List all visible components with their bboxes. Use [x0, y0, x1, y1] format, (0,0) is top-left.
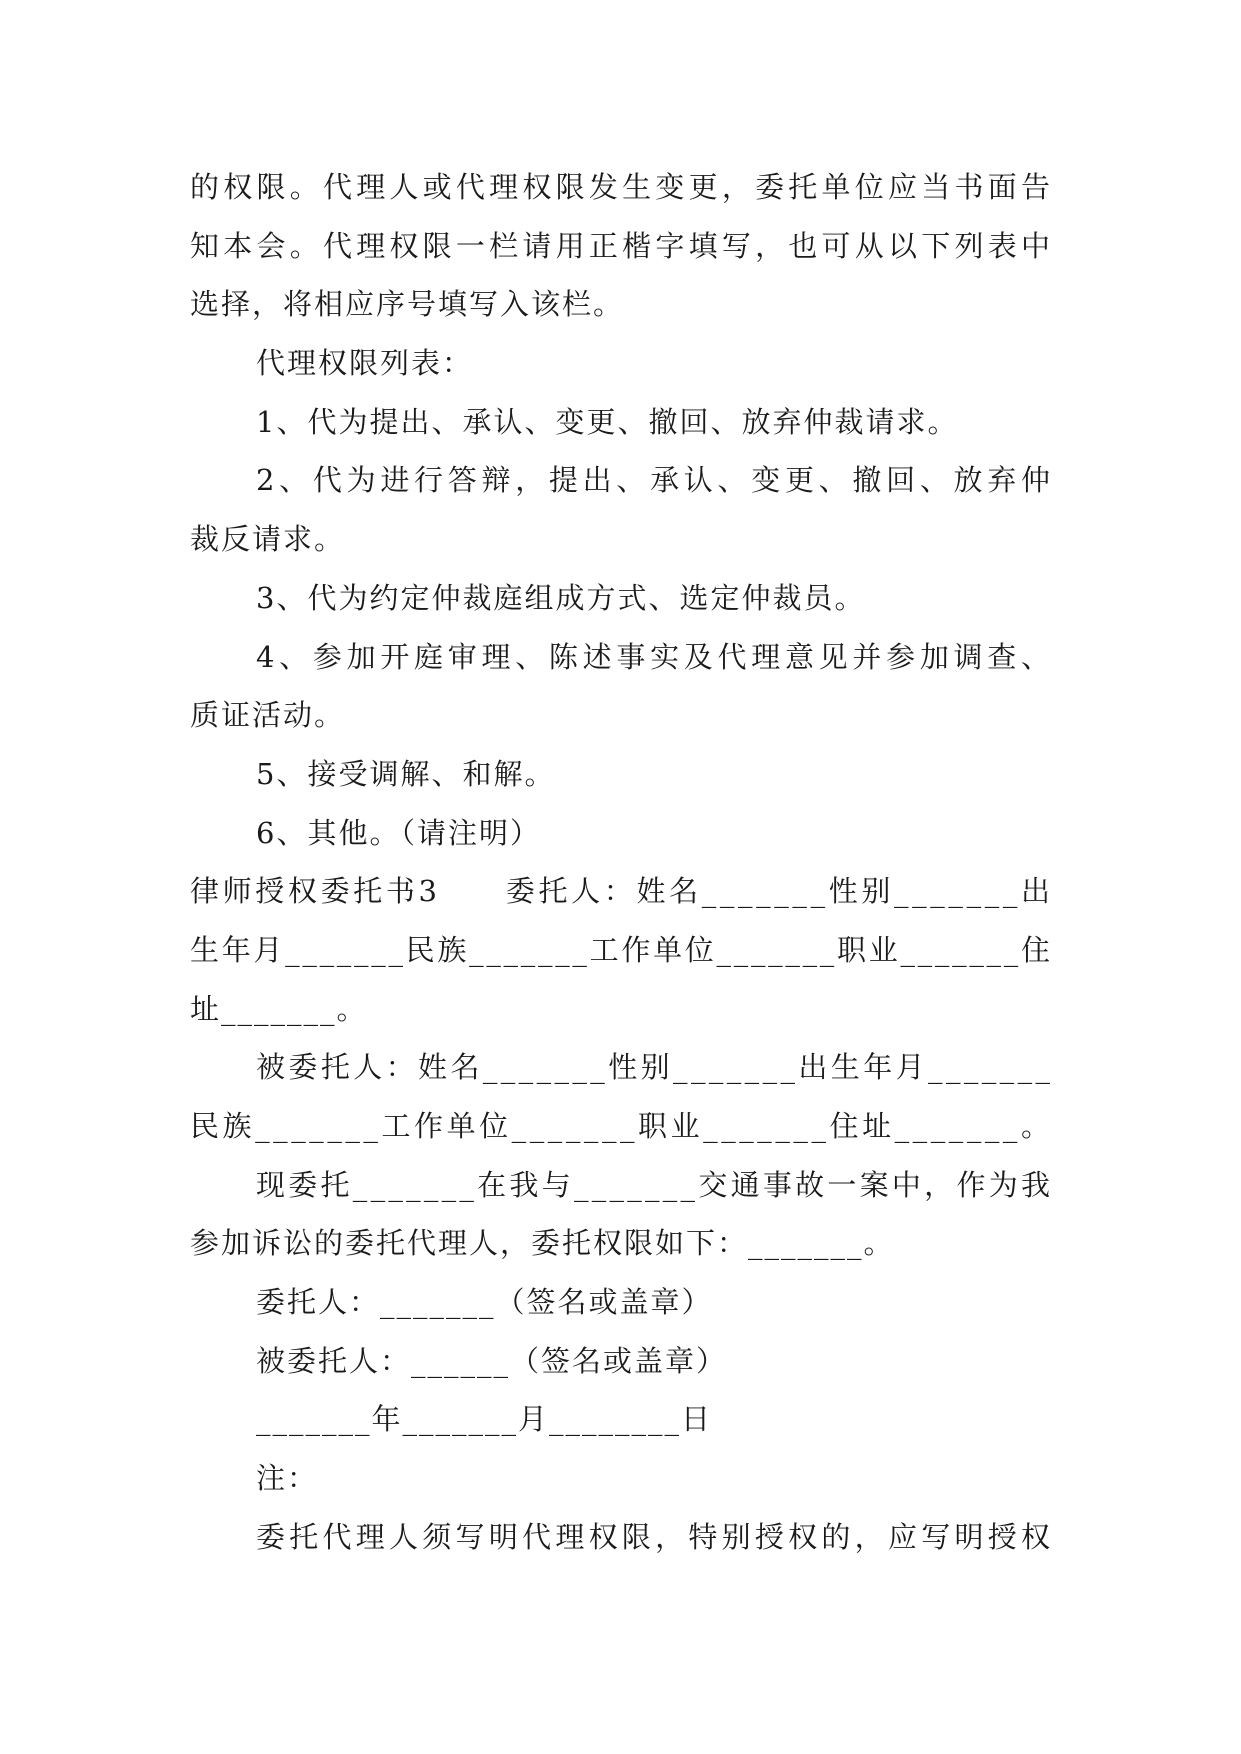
- form-line: 参加诉讼的委托代理人，委托权限如下：_______。: [190, 1226, 895, 1261]
- form-line: 现委托_______在我与_______交通事故一案中，作为我: [256, 1167, 1054, 1202]
- list-item-continuation: 质证活动。: [190, 698, 346, 733]
- list-item: 2、代为进行答辩，提出、承认、变更、撤回、放弃仲: [256, 463, 1055, 498]
- paragraph-line: 选择，将相应序号填写入该栏。: [190, 287, 625, 322]
- note-line: 委托代理人须写明代理权限，特别授权的，应写明授权: [256, 1519, 1055, 1554]
- signature-line: 被委托人：______（签名或盖章）: [256, 1343, 728, 1378]
- list-item: 6、其他。（请注明）: [256, 815, 541, 850]
- form-line: 址_______。: [190, 991, 368, 1026]
- form-line: 被委托人：姓名_______性别_______出生年月_______: [256, 1050, 1054, 1085]
- form-line: 民族_______工作单位_______职业_______住址_______。: [190, 1109, 1054, 1143]
- date-line: _______年_______月________日: [256, 1402, 713, 1437]
- list-item: 4、参加开庭审理、陈述事实及代理意见并参加调查、: [256, 639, 1055, 674]
- paragraph-line: 知本会。代理权限一栏请用正楷字填写，也可从以下列表中: [190, 228, 1055, 263]
- signature-line: 委托人：_______（签名或盖章）: [256, 1285, 713, 1320]
- form-line: 生年月_______民族_______工作单位_______职业_______住: [190, 932, 1053, 967]
- note-heading: 注：: [256, 1461, 319, 1496]
- section-title-line: 律师授权委托书3 委托人：姓名_______性别_______出: [190, 874, 1054, 909]
- list-item-continuation: 裁反请求。: [190, 522, 346, 557]
- paragraph-line: 的权限。代理人或代理权限发生变更，委托单位应当书面告: [190, 170, 1055, 204]
- document-body: [190, 158, 1055, 1567]
- list-item: 1、代为提出、承认、变更、撤回、放弃仲裁请求。: [256, 404, 959, 439]
- list-item: 5、接受调解、和解。: [256, 756, 556, 791]
- list-heading: 代理权限列表：: [256, 346, 474, 381]
- list-item: 3、代为约定仲裁庭组成方式、选定仲裁员。: [256, 580, 866, 615]
